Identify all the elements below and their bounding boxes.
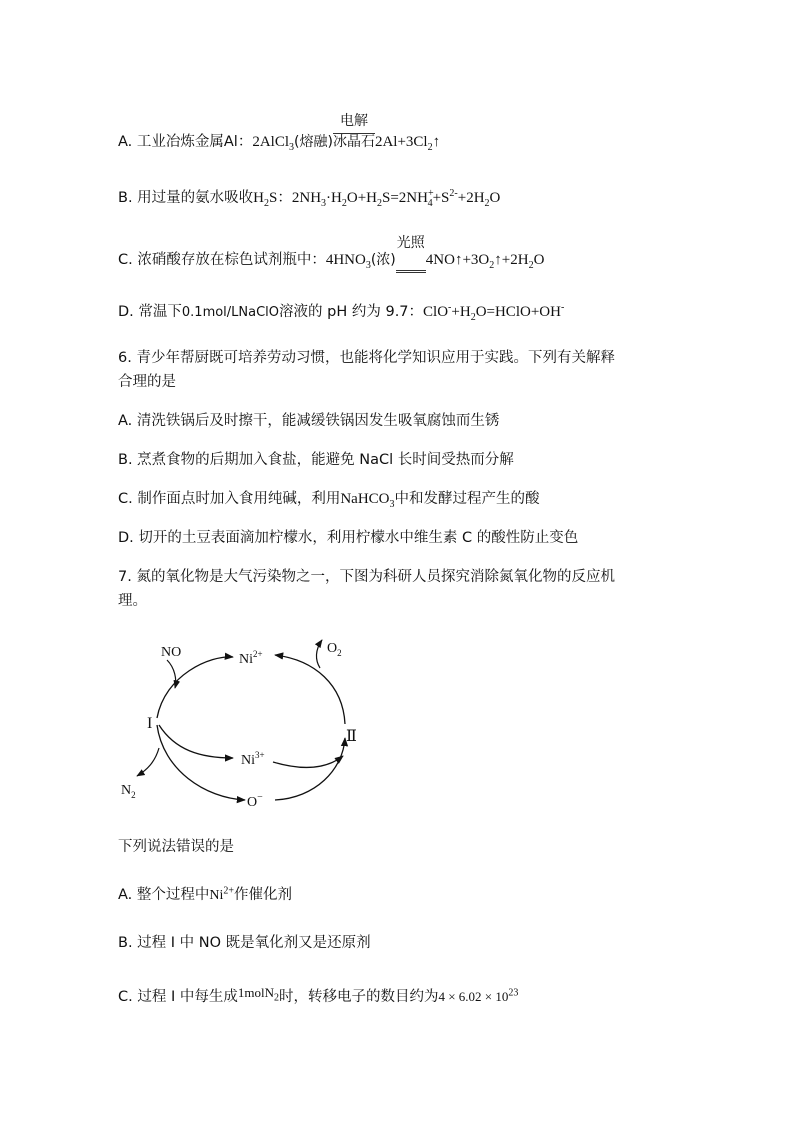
option-c-text: C. 浓硝酸存放在棕色试剂瓶中： [118,252,326,268]
option-a-line [118,114,441,153]
electrolysis-label: 电解 [339,114,368,129]
q7-stem-line2: 理。 [118,593,147,609]
label-roman-2: Ⅱ [346,728,357,745]
arc-upper-right [275,655,345,724]
concentration: 0.1mol/LNaClO [181,305,280,320]
label-ni3: $Ni^{3+}$ [241,750,265,768]
label-no: NO [161,645,182,660]
electron-count: $4 \times 6.02 \times 10^{23}$ [438,987,519,1004]
light-label: 光照 [396,236,425,251]
q6-stem-line1: 6. 青少年帮厨既可培养劳动习惯，也能将化学知识应用于实践。下列有关解释 [118,350,615,366]
q6-stem-line2: 合理的是 [118,374,176,390]
option-d-text: D. 常温下 [118,304,182,320]
option-a-text: A. 工业冶炼金属Al： [118,134,253,150]
arc-lower-right [275,738,345,800]
arc-upper-left [157,657,233,718]
label-roman-1: I [147,715,153,732]
q6-option-d: D. 切开的土豆表面滴加柠檬水，利用柠檬水中维生素 C 的酸性防止变色 [118,530,579,546]
q7-option-c: C. 过程 I 中每生成1molN$_2$时，转移电子的数目约为$4 \times 6.02 \times 10^{23}$ [118,985,519,1005]
q6-option-b: B. 烹煮食物的后期加入食盐，能避免 NaCl 长时间受热而分解 [118,452,514,468]
q7-ask: 下列说法错误的是 [118,839,234,855]
nahco3-formula: NaHCO$_3$ [340,491,395,510]
equation-a: 2AlCl$_3$(熔融) 电解 冰晶石$2Al+3Cl_2↑$ [252,114,441,153]
equation-d: $ClO^-+H_2O=HClO+OH^-$ [423,302,565,323]
arrow-ni3-to-ii [273,756,343,767]
arrow-o2-out [316,640,322,668]
option-b-text: B. 用过量的氨水吸收 [118,190,254,206]
option-d-mid: 溶液的 pH 约为 9.7： [279,304,424,320]
option-c-line [118,236,545,273]
q6-option-a: A. 清洗铁锅后及时擦干，能减缓铁锅因发生吸氧腐蚀而生锈 [118,413,500,429]
option-d-line [118,302,564,323]
label-n2: $N_2$ [121,783,136,800]
equation-b: $2NH_3\cdot H_2O+H_2S=2NH^+_4+S^{2-}+2H_2O$ [291,188,501,209]
q6-option-c: C. 制作面点时加入食用纯碱，利用NaHCO$_3$中和发酵过程产生的酸 [118,491,540,510]
option-b-line: B. 用过量的氨水吸收$H_2S$：$2NH_3\cdot H_2O+H_2S=2NH^+_4+S^{2-}+2H_2O$ [118,188,501,209]
ni2-formula: $Ni^{2+}$ [209,885,235,903]
label-ni2: $Ni^{2+}$ [239,649,263,667]
q7-option-b: B. 过程 I 中 NO 既是氧化剂又是还原剂 [118,935,371,951]
q7-stem-line1: 7. 氮的氧化物是大气污染物之一，下图为科研人员探究消除氮氧化物的反应机 [118,569,615,585]
n2-amount: 1molN$_2$ [237,985,279,1004]
arc-lower-left [157,725,245,800]
reaction-mechanism-diagram [115,630,375,820]
q7-option-a: A. 整个过程中$Ni^{2+}$作催化剂 [118,885,293,903]
label-o2: $O_2$ [327,641,342,658]
arrow-n2-out [137,748,159,776]
equation-c: $4HNO_3$(浓) 光照 $4NO↑+3O_2↑+2H_2O$ [325,236,545,271]
label-o-minus: O− [247,792,263,810]
arrow-to-ni3 [159,725,233,758]
